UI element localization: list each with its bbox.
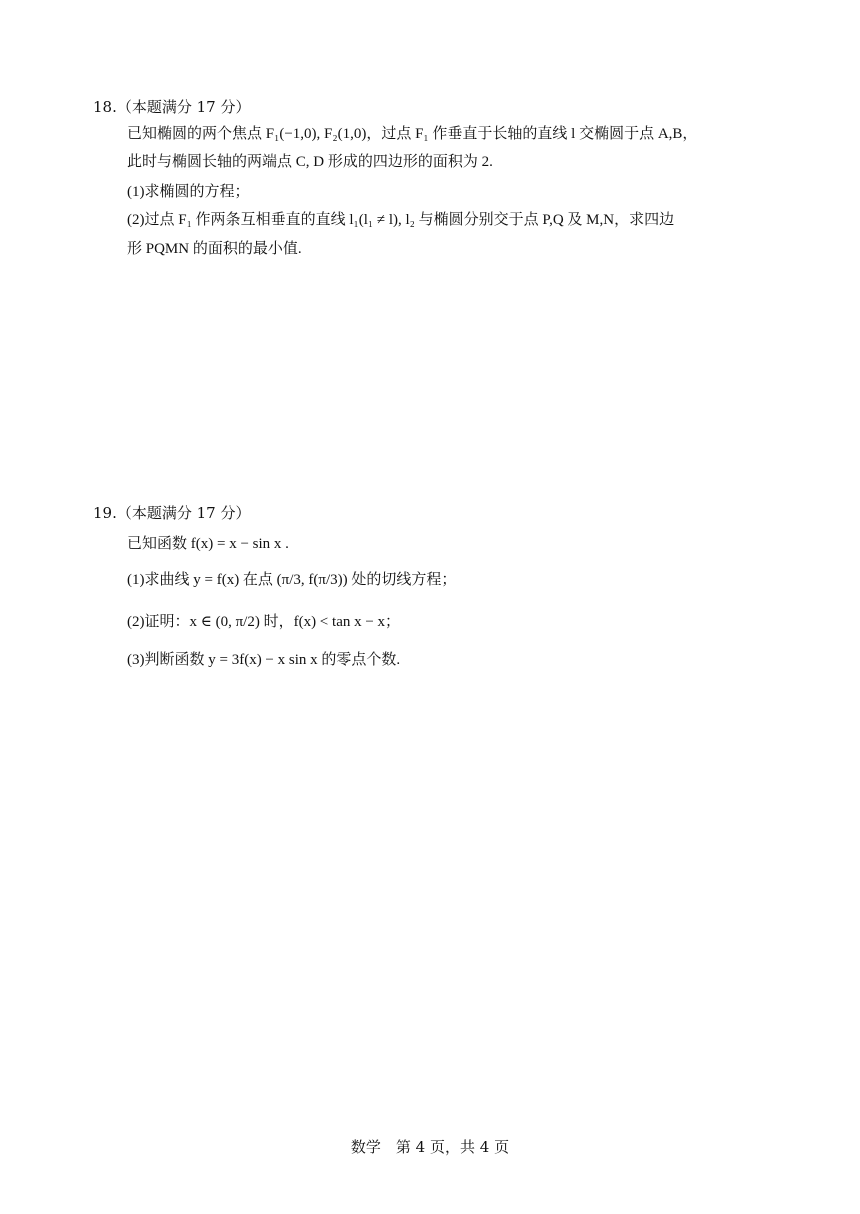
page-footer: 数学 第 4 页，共 4 页: [350, 1138, 510, 1156]
q18-part2-line2: 形 PQMN 的面积的最小值.: [127, 241, 302, 257]
q18-stem-line1: 已知椭圆的两个焦点 F₁(−1,0), F₂(1,0)，过点 F₁ 作垂直于长轴的直线 l 交椭圆于点 A,B，: [127, 126, 698, 142]
q19-heading: 19.（本题满分 17 分）: [93, 504, 251, 522]
q18-heading: 18.（本题满分 17 分）: [93, 98, 251, 116]
q19-part2: (2)证明：x ∈ (0, π/2) 时，f(x) < tan x − x；: [127, 614, 401, 630]
q18-part1: (1)求椭圆的方程；: [127, 184, 250, 200]
q18-stem-line2: 此时与椭圆长轴的两端点 C, D 形成的四边形的面积为 2.: [127, 154, 493, 170]
q19-stem: 已知函数 f(x) = x − sin x .: [127, 536, 289, 552]
q19-part3: (3)判断函数 y = 3f(x) − x sin x 的零点个数.: [127, 652, 401, 668]
q19-part1: (1)求曲线 y = f(x) 在点 (π/3, f(π/3)) 处的切线方程；: [127, 572, 457, 588]
q18-part2-line1: (2)过点 F₁ 作两条互相垂直的直线 l₁(l₁ ≠ l), l₂ 与椭圆分别交于点 P,Q 及 M,N，求四边: [127, 212, 675, 228]
